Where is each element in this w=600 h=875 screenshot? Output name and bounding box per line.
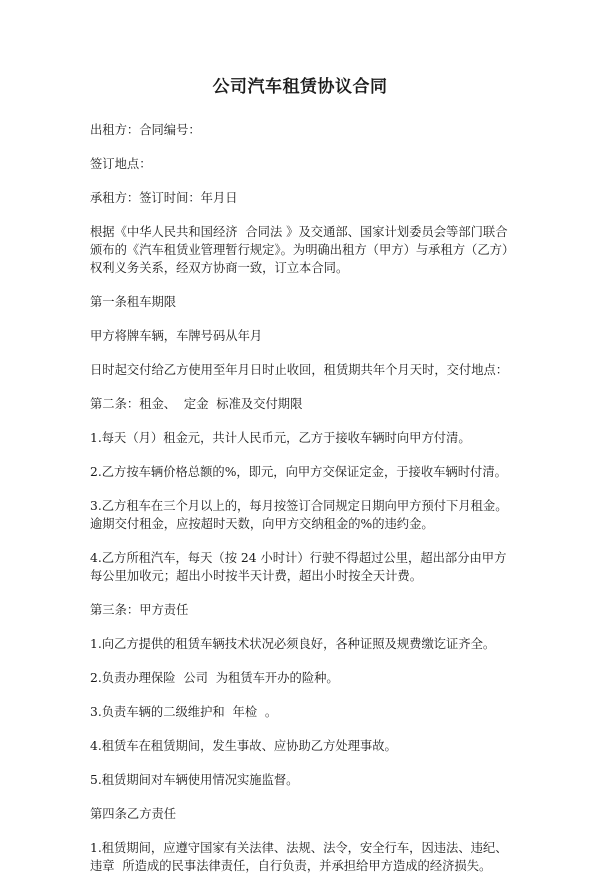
paragraph-delivery: 日时起交付给乙方使用至年月日时止收回，租赁期共年个月天时，交付地点： — [90, 363, 509, 377]
paragraph-lessee: 承租方：签订时间：年月日 — [90, 191, 238, 205]
paragraph-article-2-item-1: 1.每天（月）租金元，共计人民币元，乙方于接收车辆时向甲方付清。 — [90, 431, 471, 445]
section-heading-article-2: 第二条：租金、 定金 标准及交付期限 — [90, 397, 303, 411]
paragraph-article-2-item-3: 3.乙方租车在三个月以上的，每月按签订合同规定日期向甲方预付下月租金。逾期交付租金，应按超时天数，向甲方交纳租金的%的违约金。 — [90, 499, 508, 531]
section-heading-article-1: 第一条租车期限 — [90, 295, 177, 309]
section-heading-article-4: 第四条乙方责任 — [90, 807, 177, 821]
paragraph-signing-place: 签订地点： — [90, 157, 152, 171]
paragraph-article-2-item-2: 2.乙方按车辆价格总额的%，即元，向甲方交保证定金，于接收车辆时付清。 — [90, 465, 507, 479]
paragraph-lessor: 出租方：合同编号： — [90, 123, 201, 137]
paragraph-article-3-item-2: 2.负责办理保险 公司 为租赁车开办的险种。 — [90, 671, 339, 685]
paragraph-article-3-item-5: 5.租赁期间对车辆使用情况实施监督。 — [90, 773, 299, 787]
paragraph-preamble: 根据《中华人民共和国经济 合同法 》及交通部、国家计划委员会等部门联合颁布的《汽车租赁业管理暂行规定》。为明确出租方（甲方）与承租方（乙方）权利义务关系，经双方协商一致，订立本合同。 — [90, 225, 509, 275]
paragraph-article-3-item-1: 1.向乙方提供的租赁车辆技术状况必须良好，各种证照及规费缴讫证齐全。 — [90, 637, 496, 651]
paragraph-article-3-item-4: 4.租赁车在租赁期间，发生事故、应协助乙方处理事故。 — [90, 739, 397, 753]
paragraph-vehicle: 甲方将牌车辆，车牌号码从年月 — [90, 329, 263, 343]
paragraph-article-2-item-4: 4.乙方所租汽车，每天（按 24 小时计）行驶不得超过公里，超出部分由甲方每公里加收元；超出小时按半天计费，超出小时按全天计费。 — [90, 551, 507, 583]
paragraph-article-3-item-3: 3.负责车辆的二级维护和 年检 。 — [90, 705, 278, 719]
paragraph-article-4-item-1: 1.租赁期间，应遵守国家有关法律、法规、法令，安全行车，因违法、违纪、违章 所造成的民事法律责任，自行负责，并承担给甲方造成的经济损失。 — [90, 841, 508, 873]
section-heading-article-3: 第三条：甲方责任 — [90, 603, 189, 617]
document-title: 公司汽车租赁协议合同 — [212, 77, 388, 97]
